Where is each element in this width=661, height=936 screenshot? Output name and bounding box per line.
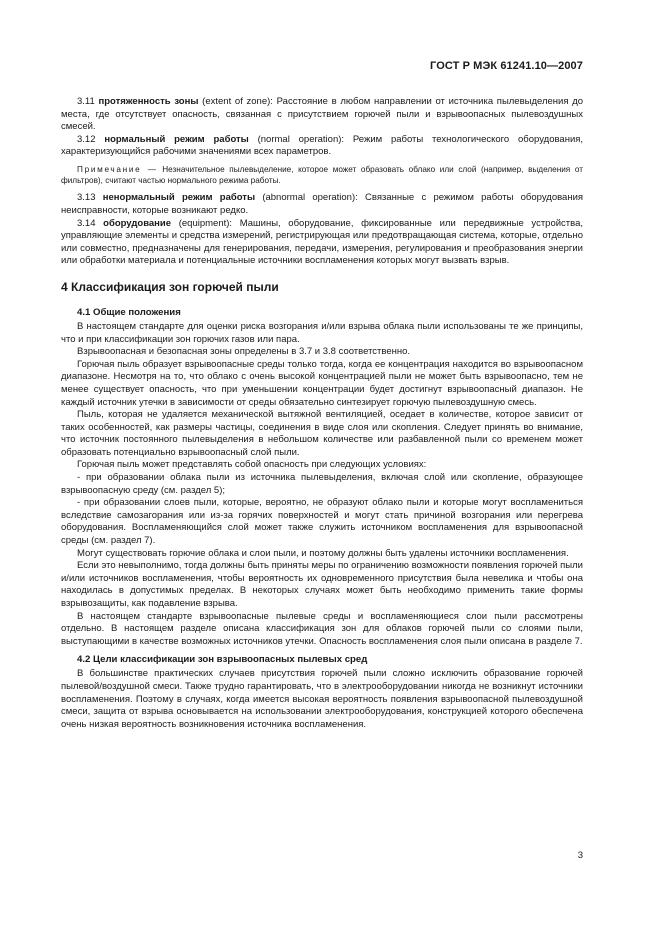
definition-term: ненормальный режим работы (102, 192, 256, 204)
document-header: ГОСТ Р МЭК 61241.10—2007 (430, 60, 583, 72)
section-4-1-heading: 4.1 Общие положения (77, 306, 181, 318)
page-number: 3 (577, 850, 583, 861)
note-text: Незначительное пылевыделение, которое может образовать облако или слой (например, выделения от фильтров), считают частью нормального режима работы. (61, 164, 583, 186)
paragraph: Горючая пыль образует взрывоопасные среды только тогда, когда ее концентрация находится во взрывоопасном диапазоне. Несмотря на то, что облако с очень высокой концентрацией пыли не может быть взрывоопасно, тем не менее существует опасность, что при уменьшении концентрации будет достигнут взрывоопасный диапазон. Не каждый источник утечки в зависимости от среды обязательно синтезирует горючую пылевоздушную смесь. (61, 358, 583, 408)
paragraph: Взрывоопасная и безопасная зоны определены в 3.7 и 3.8 соответственно. (77, 346, 411, 358)
paragraph: Могут существовать горючие облака и слои пыли, и поэтому должны быть удалены источники воспламенения. (77, 547, 569, 559)
definition-term: протяженность зоны (98, 96, 199, 107)
section-4-2-heading: 4.2 Цели классификации зон взрывоопасных пылевых сред (77, 654, 368, 666)
list-item: - при образовании облака пыли из источника пылевыделения, включая слой или скопление, образующее взрывоопасную среду (см. раздел 5); (61, 472, 583, 496)
definition-3-14: 3.14 оборудование (equipment): Машины, оборудование, фиксированные или передвижные устройства, управляющие элементы и средства измерений, регистрирующая или предотвращающая система, которые, отдельно или совместно, предназначены для генерирования, передачи, измерения, регулирования и преобразования энергии или обработки материала и потенциальные источники воспламенения которых могут вызвать взрыв. (61, 217, 584, 267)
section-4-heading: 4 Классификация зон горючей пыли (61, 279, 279, 294)
paragraph: В настоящем стандарте взрывоопасные пылевые среды и воспламеняющиеся слои пыли рассмотрены отдельно. В настоящем разделе описана классификация зон для облаков горючей пыли со слоями пыли, выступающими в качестве возможных источников утечки. Опасность воспламенения слоя пыли описана в разделе 7. (61, 610, 583, 647)
note (61, 164, 583, 186)
note-label: Примечание — (77, 164, 158, 174)
paragraph: В настоящем стандарте для оценки риска возгорания и/или взрыва облака пыли использованы те же принципы, что и при классификации зон горючих газов или пара. (61, 320, 583, 345)
definition-3-11: 3.11 протяженность зоны (extent of zone): Расстояние в любом направлении от источника пылевыделения до места, где отсутствует опасность, связанная с присутствием горючей пыли и взрывоопасных пылевоздушных смесей. (61, 96, 584, 133)
definition-3-12: 3.12 нормальный режим работы (normal operation): Режим работы технологического оборудования, характеризующийся рабочими значениями всех параметров. (61, 133, 584, 158)
paragraph: Если это невыполнимо, тогда должны быть приняты меры по ограничению возможности появления горючей пыли и/или источников воспламенения, чтобы вероятность их одновременного присутствия была невелика и чтобы она находилась в допустимых пределах. В некоторых случаях может быть необходимо применить такие формы взрывозащиты, как подавление взрыва. (61, 560, 583, 609)
list-item: - при образовании слоев пыли, которые, вероятно, не образуют облако пыли и которые могут воспламениться вследствие самозагорания или из-за горячих поверхностей и могут стать причиной возгорания или перегрева оборудования. Воспламеняющийся слой может также служить источником воспламенения для взрывоопасной среды (см. раздел 7). (61, 497, 583, 547)
paragraph: В большинстве практических случаев присутствия горючей пыли сложно исключить образование горючей пылевой/воздушной смеси. Также трудно гарантировать, что в электрооборудовании никогда не возникнут источники воспламенения. Поэтому в случаях, когда имеется высокая вероятность появления взрывоопасной пылевоздушной смеси, защита от взрыва основывается на использовании электрооборудования, конструкцией которого обеспечена очень низкая вероятность возникновения источника воспламенения. (61, 668, 583, 730)
definition-term: оборудование (103, 217, 172, 229)
definition-3-13: 3.13 ненормальный режим работы (abnormal operation): Связанные с режимом работы оборудования неисправности, которые возникают редко. (61, 192, 584, 216)
paragraph: Горючая пыль может представлять собой опасность при следующих условиях: (77, 459, 427, 471)
paragraph: Пыль, которая не удаляется механической вытяжной вентиляцией, оседает в количестве, которое зависит от таких особенностей, как размеры частицы, соединения в виде слоя или скопления. Следует принять во внимание, что источник постоянного пылевыделения в небольшом количестве или разбавленной пыли со временем может образовать потенциально взрывоопасный слой пыли. (61, 409, 583, 458)
definition-term: нормальный режим работы (104, 133, 249, 145)
document-body (61, 96, 583, 731)
